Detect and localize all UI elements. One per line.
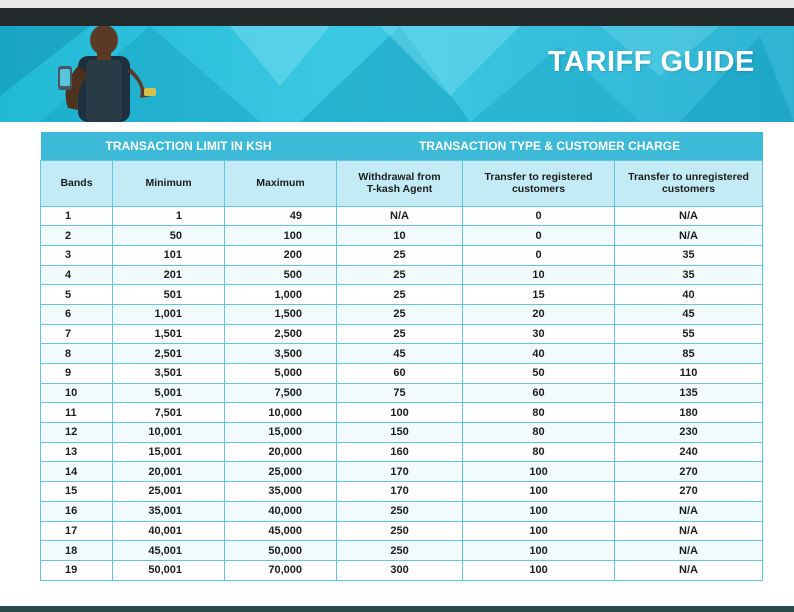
withdrawal-charge-cell: 25 bbox=[337, 265, 463, 285]
unregistered-transfer-charge-cell: 240 bbox=[615, 442, 763, 462]
registered-transfer-charge-cell: 20 bbox=[463, 304, 615, 324]
table-row bbox=[41, 364, 763, 384]
band-cell: 14 bbox=[41, 462, 113, 482]
table-row bbox=[41, 344, 763, 364]
band-cell: 7 bbox=[41, 324, 113, 344]
table-row bbox=[41, 324, 763, 344]
minimum-cell: 1,501 bbox=[113, 324, 225, 344]
minimum-cell: 25,001 bbox=[113, 482, 225, 502]
registered-transfer-charge-cell: 100 bbox=[463, 462, 615, 482]
band-cell: 9 bbox=[41, 364, 113, 384]
unregistered-transfer-charge-cell: N/A bbox=[615, 501, 763, 521]
column-header-registered bbox=[463, 160, 615, 206]
table-row bbox=[41, 285, 763, 305]
withdrawal-charge-cell: 10 bbox=[337, 226, 463, 246]
registered-transfer-charge-cell: 15 bbox=[463, 285, 615, 305]
table-row bbox=[41, 501, 763, 521]
top-bar bbox=[0, 0, 794, 8]
maximum-cell: 200 bbox=[225, 245, 337, 265]
maximum-cell: 15,000 bbox=[225, 423, 337, 443]
registered-transfer-charge-cell: 30 bbox=[463, 324, 615, 344]
minimum-cell: 40,001 bbox=[113, 521, 225, 541]
tariff-table-body bbox=[41, 206, 763, 580]
column-header-registered-line2: customers bbox=[511, 183, 566, 195]
registered-transfer-charge-cell: 80 bbox=[463, 403, 615, 423]
tariff-banner bbox=[0, 26, 794, 122]
withdrawal-charge-cell: 25 bbox=[337, 285, 463, 305]
withdrawal-charge-cell: N/A bbox=[337, 206, 463, 226]
band-cell: 13 bbox=[41, 442, 113, 462]
maximum-cell: 2,500 bbox=[225, 324, 337, 344]
table-row bbox=[41, 226, 763, 246]
column-header-unregistered bbox=[615, 160, 763, 206]
withdrawal-charge-cell: 75 bbox=[337, 383, 463, 403]
minimum-cell: 20,001 bbox=[113, 462, 225, 482]
maximum-cell: 35,000 bbox=[225, 482, 337, 502]
minimum-cell: 35,001 bbox=[113, 501, 225, 521]
unregistered-transfer-charge-cell: 45 bbox=[615, 304, 763, 324]
column-header-row bbox=[41, 160, 763, 206]
maximum-cell: 500 bbox=[225, 265, 337, 285]
minimum-cell: 50,001 bbox=[113, 560, 225, 580]
withdrawal-charge-cell: 25 bbox=[337, 245, 463, 265]
registered-transfer-charge-cell: 80 bbox=[463, 423, 615, 443]
band-cell: 2 bbox=[41, 226, 113, 246]
column-header-withdrawal bbox=[337, 160, 463, 206]
maximum-cell: 7,500 bbox=[225, 383, 337, 403]
unregistered-transfer-charge-cell: 110 bbox=[615, 364, 763, 384]
band-cell: 17 bbox=[41, 521, 113, 541]
registered-transfer-charge-cell: 100 bbox=[463, 501, 615, 521]
minimum-cell: 10,001 bbox=[113, 423, 225, 443]
registered-transfer-charge-cell: 100 bbox=[463, 521, 615, 541]
man-with-phone-photo bbox=[48, 26, 168, 122]
withdrawal-charge-cell: 300 bbox=[337, 560, 463, 580]
maximum-cell: 70,000 bbox=[225, 560, 337, 580]
registered-transfer-charge-cell: 0 bbox=[463, 206, 615, 226]
table-row bbox=[41, 541, 763, 561]
maximum-cell: 25,000 bbox=[225, 462, 337, 482]
withdrawal-charge-cell: 250 bbox=[337, 521, 463, 541]
group-header-transaction-type: TRANSACTION TYPE & CUSTOMER CHARGE bbox=[337, 132, 763, 160]
withdrawal-charge-cell: 250 bbox=[337, 541, 463, 561]
unregistered-transfer-charge-cell: 270 bbox=[615, 482, 763, 502]
withdrawal-charge-cell: 60 bbox=[337, 364, 463, 384]
bottom-stripe bbox=[0, 606, 794, 612]
minimum-cell: 501 bbox=[113, 285, 225, 305]
unregistered-transfer-charge-cell: 230 bbox=[615, 423, 763, 443]
band-cell: 4 bbox=[41, 265, 113, 285]
minimum-cell: 3,501 bbox=[113, 364, 225, 384]
table-row bbox=[41, 206, 763, 226]
registered-transfer-charge-cell: 100 bbox=[463, 482, 615, 502]
minimum-cell: 1,001 bbox=[113, 304, 225, 324]
registered-transfer-charge-cell: 0 bbox=[463, 245, 615, 265]
unregistered-transfer-charge-cell: 35 bbox=[615, 245, 763, 265]
unregistered-transfer-charge-cell: 270 bbox=[615, 462, 763, 482]
minimum-cell: 50 bbox=[113, 226, 225, 246]
withdrawal-charge-cell: 160 bbox=[337, 442, 463, 462]
table-row bbox=[41, 265, 763, 285]
band-cell: 12 bbox=[41, 423, 113, 443]
band-cell: 18 bbox=[41, 541, 113, 561]
maximum-cell: 50,000 bbox=[225, 541, 337, 561]
band-cell: 19 bbox=[41, 560, 113, 580]
minimum-cell: 15,001 bbox=[113, 442, 225, 462]
withdrawal-charge-cell: 250 bbox=[337, 501, 463, 521]
minimum-cell: 101 bbox=[113, 245, 225, 265]
maximum-cell: 40,000 bbox=[225, 501, 337, 521]
band-cell: 11 bbox=[41, 403, 113, 423]
minimum-cell: 201 bbox=[113, 265, 225, 285]
table-row bbox=[41, 442, 763, 462]
registered-transfer-charge-cell: 80 bbox=[463, 442, 615, 462]
registered-transfer-charge-cell: 0 bbox=[463, 226, 615, 246]
withdrawal-charge-cell: 45 bbox=[337, 344, 463, 364]
band-cell: 15 bbox=[41, 482, 113, 502]
column-header-withdrawal-line1: Withdrawal from bbox=[358, 171, 441, 183]
table-row bbox=[41, 482, 763, 502]
column-header-unregistered-line2: customers bbox=[661, 183, 716, 195]
maximum-cell: 100 bbox=[225, 226, 337, 246]
withdrawal-charge-cell: 25 bbox=[337, 324, 463, 344]
column-header-minimum: Minimum bbox=[113, 160, 225, 206]
table-row bbox=[41, 304, 763, 324]
band-cell: 16 bbox=[41, 501, 113, 521]
table-row bbox=[41, 403, 763, 423]
column-header-registered-line1: Transfer to registered bbox=[484, 171, 593, 183]
withdrawal-charge-cell: 170 bbox=[337, 462, 463, 482]
registered-transfer-charge-cell: 40 bbox=[463, 344, 615, 364]
unregistered-transfer-charge-cell: N/A bbox=[615, 521, 763, 541]
minimum-cell: 7,501 bbox=[113, 403, 225, 423]
unregistered-transfer-charge-cell: 180 bbox=[615, 403, 763, 423]
table-row bbox=[41, 423, 763, 443]
minimum-cell: 1 bbox=[113, 206, 225, 226]
band-cell: 5 bbox=[41, 285, 113, 305]
maximum-cell: 10,000 bbox=[225, 403, 337, 423]
withdrawal-charge-cell: 100 bbox=[337, 403, 463, 423]
unregistered-transfer-charge-cell: N/A bbox=[615, 560, 763, 580]
registered-transfer-charge-cell: 50 bbox=[463, 364, 615, 384]
group-header-row bbox=[41, 132, 763, 160]
withdrawal-charge-cell: 170 bbox=[337, 482, 463, 502]
table-row bbox=[41, 462, 763, 482]
minimum-cell: 2,501 bbox=[113, 344, 225, 364]
page-title: TARIFF GUIDE bbox=[548, 46, 755, 78]
top-stripe bbox=[0, 8, 794, 26]
withdrawal-charge-cell: 25 bbox=[337, 304, 463, 324]
group-header-transaction-limit: TRANSACTION LIMIT IN KSH bbox=[41, 132, 337, 160]
maximum-cell: 20,000 bbox=[225, 442, 337, 462]
withdrawal-charge-cell: 150 bbox=[337, 423, 463, 443]
maximum-cell: 1,000 bbox=[225, 285, 337, 305]
maximum-cell: 3,500 bbox=[225, 344, 337, 364]
unregistered-transfer-charge-cell: 85 bbox=[615, 344, 763, 364]
column-header-bands: Bands bbox=[41, 160, 113, 206]
band-cell: 6 bbox=[41, 304, 113, 324]
minimum-cell: 45,001 bbox=[113, 541, 225, 561]
unregistered-transfer-charge-cell: 40 bbox=[615, 285, 763, 305]
band-cell: 1 bbox=[41, 206, 113, 226]
band-cell: 10 bbox=[41, 383, 113, 403]
maximum-cell: 1,500 bbox=[225, 304, 337, 324]
column-header-withdrawal-line2: T-kash Agent bbox=[366, 183, 433, 195]
maximum-cell: 49 bbox=[225, 206, 337, 226]
band-cell: 8 bbox=[41, 344, 113, 364]
unregistered-transfer-charge-cell: N/A bbox=[615, 541, 763, 561]
table-row bbox=[41, 245, 763, 265]
unregistered-transfer-charge-cell: N/A bbox=[615, 206, 763, 226]
registered-transfer-charge-cell: 10 bbox=[463, 265, 615, 285]
unregistered-transfer-charge-cell: 55 bbox=[615, 324, 763, 344]
unregistered-transfer-charge-cell: 135 bbox=[615, 383, 763, 403]
table-row bbox=[41, 560, 763, 580]
tariff-table bbox=[40, 132, 763, 581]
unregistered-transfer-charge-cell: 35 bbox=[615, 265, 763, 285]
registered-transfer-charge-cell: 60 bbox=[463, 383, 615, 403]
column-header-unregistered-line1: Transfer to unregistered bbox=[628, 171, 749, 183]
maximum-cell: 5,000 bbox=[225, 364, 337, 384]
maximum-cell: 45,000 bbox=[225, 521, 337, 541]
registered-transfer-charge-cell: 100 bbox=[463, 541, 615, 561]
column-header-maximum: Maximum bbox=[225, 160, 337, 206]
band-cell: 3 bbox=[41, 245, 113, 265]
unregistered-transfer-charge-cell: N/A bbox=[615, 226, 763, 246]
registered-transfer-charge-cell: 100 bbox=[463, 560, 615, 580]
table-row bbox=[41, 521, 763, 541]
table-row bbox=[41, 383, 763, 403]
minimum-cell: 5,001 bbox=[113, 383, 225, 403]
